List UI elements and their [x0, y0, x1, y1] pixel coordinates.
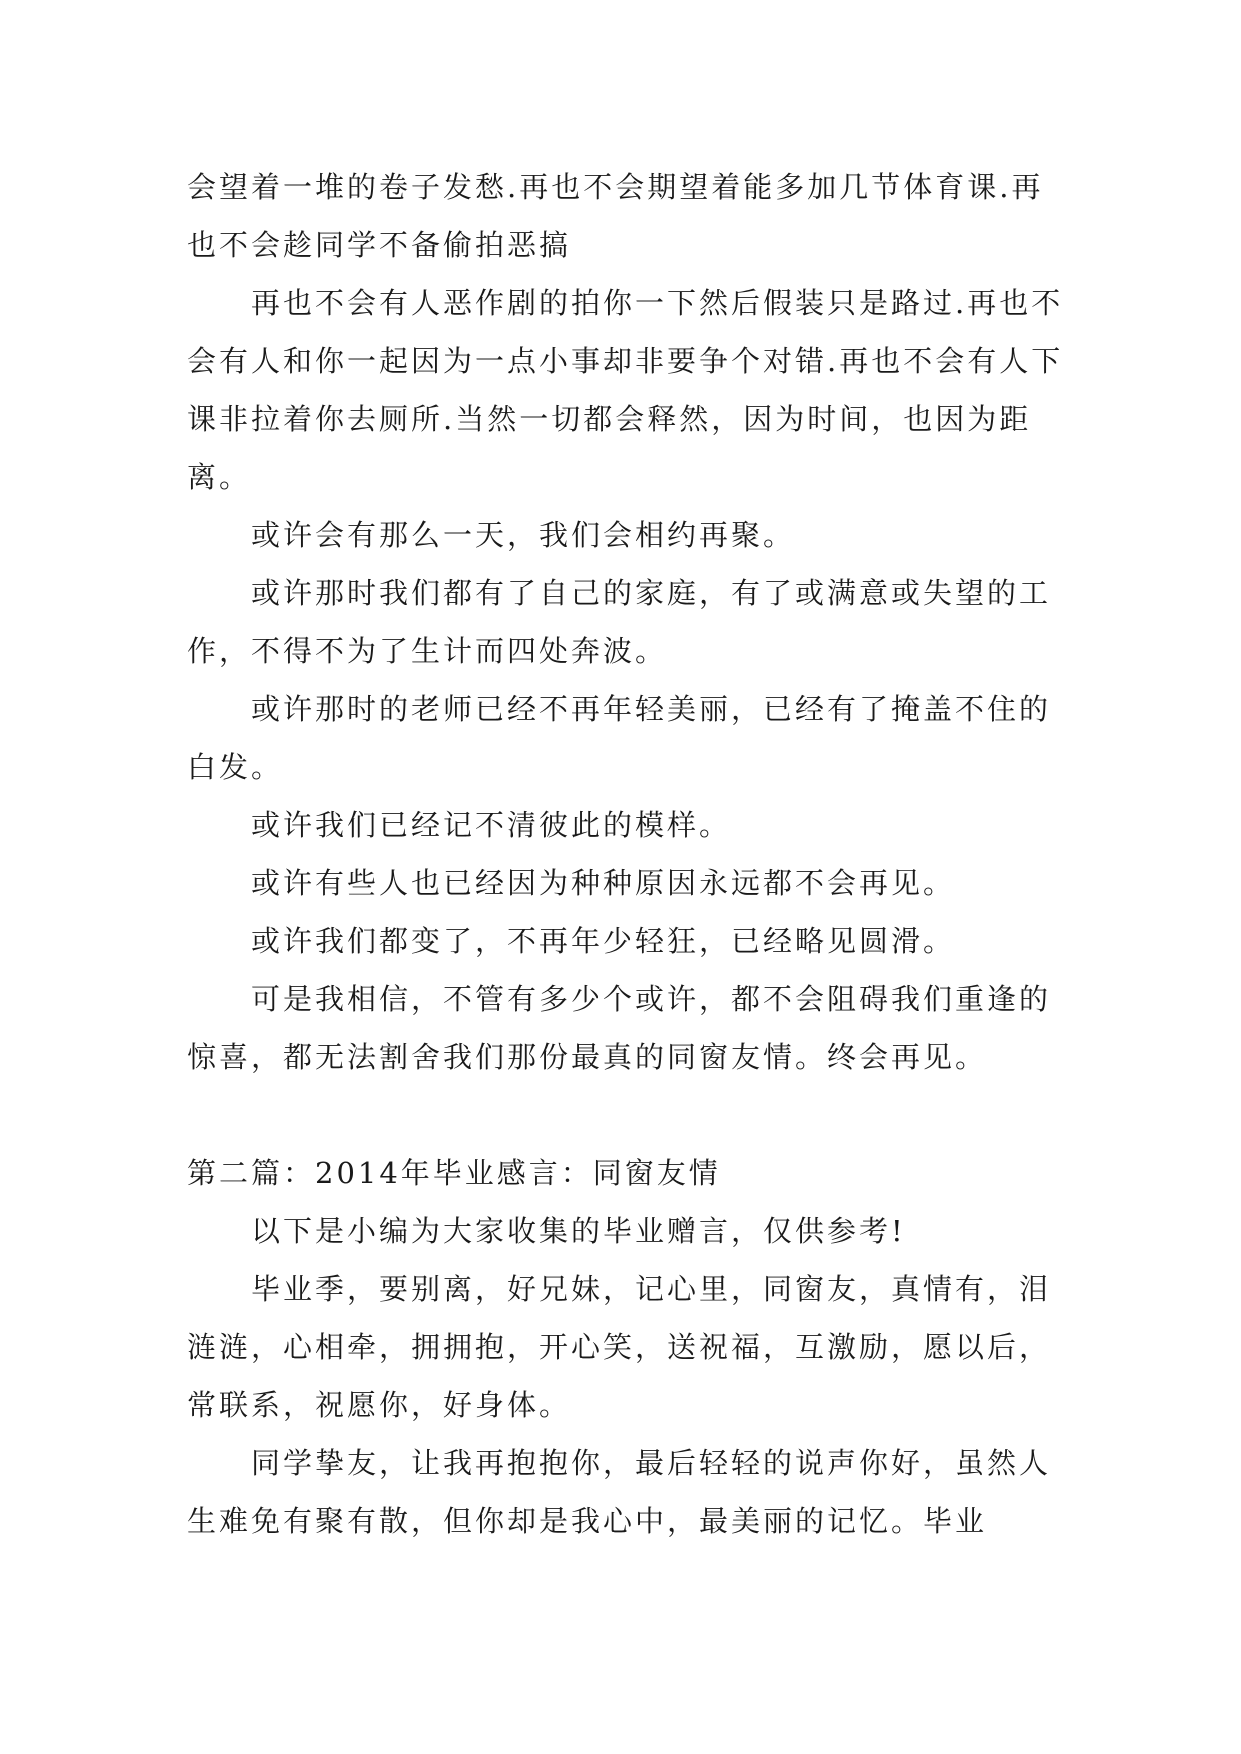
paragraph: 可是我相信，不管有多少个或许，都不会阻碍我们重逢的惊喜，都无法割舍我们那份最真的同窗友情。终会再见。	[187, 982, 1052, 1074]
paragraph: 或许我们都变了，不再年少轻狂，已经略见圆滑。	[251, 924, 956, 958]
paragraph: 或许那时的老师已经不再年轻美丽，已经有了掩盖不住的白发。	[187, 692, 1052, 784]
paragraph: 或许那时我们都有了自己的家庭，有了或满意或失望的工作，不得不为了生计而四处奔波。	[187, 576, 1052, 668]
paragraph: 或许我们已经记不清彼此的模样。	[251, 808, 732, 842]
paragraph: 以下是小编为大家收集的毕业赠言，仅供参考!	[251, 1214, 906, 1248]
paragraph: 或许会有那么一天，我们会相约再聚。	[251, 518, 796, 552]
document-body	[187, 158, 1067, 1550]
paragraph: 或许有些人也已经因为种种原因永远都不会再见。	[251, 866, 956, 900]
paragraph: 毕业季，要别离，好兄妹，记心里，同窗友，真情有，泪涟涟，心相牵，拥拥抱，开心笑，送祝福，互激励，愿以后，常联系，祝愿你，好身体。	[187, 1272, 1052, 1422]
paragraph: 再也不会有人恶作剧的拍你一下然后假装只是路过.再也不会有人和你一起因为一点小事却非要争个对错.再也不会有人下课非拉着你去厕所.当然一切都会释然，因为时间，也因为距离。	[187, 286, 1064, 494]
section-heading: 第二篇：2014年毕业感言：同窗友情	[187, 1156, 721, 1190]
paragraph: 会望着一堆的卷子发愁.再也不会期望着能多加几节体育课.再也不会趁同学不备偷拍恶搞	[187, 170, 1044, 262]
paragraph: 同学挚友，让我再抱抱你，最后轻轻的说声你好，虽然人生难免有聚有散，但你却是我心中，最美丽的记忆。毕业	[187, 1446, 1052, 1538]
